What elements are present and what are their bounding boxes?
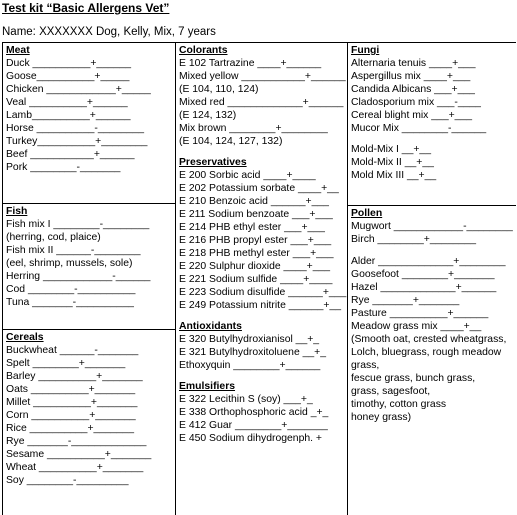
list-item: Beef ___________+______ [6, 149, 135, 160]
meat-header: Meat [6, 45, 30, 56]
list-item: Millet __________+_______ [6, 397, 138, 408]
pollen-header: Pollen [351, 208, 383, 219]
list-item: Barley __________+_______ [6, 371, 143, 382]
list-item: Horse __________-________ [6, 123, 145, 134]
list-item: Mixed yellow ___________+______ [179, 71, 346, 82]
list-item: Alder _____________+________ [351, 256, 506, 267]
list-item: Buckwheat ______-_______ [6, 345, 139, 356]
list-item: timothy, cotton grass [351, 399, 447, 410]
list-item: Mucor Mix ________-______ [351, 123, 487, 134]
list-item: E 320 Butylhydroxianisol __+_ [179, 334, 320, 345]
list-item: E 450 Sodium dihydrogenph. + [179, 433, 322, 444]
list-item: Alternaria tenuis ____+___ [351, 58, 476, 69]
list-item: Aspergillus mix ____+___ [351, 71, 471, 82]
antioxidants-header: Antioxidants [179, 321, 242, 332]
list-item: Herring ____________-______ [6, 271, 151, 282]
list-item: (herring, cod, plaice) [6, 232, 101, 243]
list-item: Ethoxyquin ________+______ [179, 360, 321, 371]
list-item: Birch ________+________ [351, 234, 477, 245]
fungi-section [351, 44, 486, 182]
list-item: Goosefoot ________+_______ [351, 269, 495, 280]
fish-section [6, 205, 150, 309]
section-divider [3, 203, 175, 204]
patient-info: Name: XXXXXXX Dog, Kelly, Mix, 7 years [2, 26, 216, 38]
list-item: Fish mix I ________-________ [6, 219, 150, 230]
list-item: Rice __________+_______ [6, 423, 134, 434]
list-item: Sesame __________+_______ [6, 449, 152, 460]
list-item [351, 246, 513, 255]
list-item: Duck __________+______ [6, 58, 132, 69]
list-item: grass, sagesfoot, [351, 386, 431, 397]
list-item: E 223 Sodium disulfide ______+___ [179, 287, 347, 298]
list-item: E 216 PHB propyl ester ___+___ [179, 235, 332, 246]
list-item: Chicken ____________+_____ [6, 84, 151, 95]
list-item: (E 104, 124, 127, 132) [179, 136, 283, 147]
list-item: Fish mix II ______-________ [6, 245, 141, 256]
list-item: E 218 PHB methyl ester ___+___ [179, 248, 334, 259]
list-item: E 322 Lecithin S (soy) ___+_ [179, 394, 313, 405]
allergen-table [2, 42, 516, 515]
list-item: Mugwort ____________-________ [351, 221, 513, 232]
middle-column [179, 44, 346, 445]
list-item: (Smooth oat, crested wheatgrass, [351, 334, 507, 345]
cereals-header: Cereals [6, 332, 44, 343]
list-item: Lamb__________+______ [6, 110, 131, 121]
list-item: (E 124, 132) [179, 110, 237, 121]
list-item: Mixed red _____________+______ [179, 97, 344, 108]
list-item: Veal __________+______ [6, 97, 128, 108]
list-item: Cereal blight mix ___+___ [351, 110, 473, 121]
section-divider [347, 205, 516, 206]
list-item: Candida Albicans ___+___ [351, 84, 475, 95]
list-item: Rye _______+_______ [351, 295, 460, 306]
column-divider [347, 43, 348, 515]
list-item: Cladosporium mix ___-____ [351, 97, 481, 108]
list-item: Mold-Mix I __+__ [351, 144, 431, 155]
meat-section [6, 44, 151, 174]
list-item: Hazel _____________+______ [351, 282, 497, 293]
emulsifiers-header: Emulsifiers [179, 381, 236, 392]
column-divider [175, 43, 176, 515]
list-item: E 211 Sodium benzoate ___+___ [179, 209, 333, 220]
list-item: grass, [351, 360, 380, 371]
list-item: (eel, shrimp, mussels, sole) [6, 258, 133, 269]
list-item: Tuna _______-__________ [6, 297, 134, 308]
list-item: E 210 Benzoic acid ______+___ [179, 196, 329, 207]
list-item: Soy ________-_________ [6, 475, 129, 486]
list-item: Mold-Mix II __+__ [351, 157, 434, 168]
list-item: Corn __________+_______ [6, 410, 136, 421]
list-item: Spelt ________+_______ [6, 358, 126, 369]
list-item: Cod ________-__________ [6, 284, 136, 295]
list-item: Pasture __________+______ [351, 308, 489, 319]
list-item: E 220 Sulphur dioxide ____+___ [179, 261, 331, 272]
list-item: honey grass) [351, 412, 412, 423]
list-item: E 321 Butylhydroxitoluene __+_ [179, 347, 327, 358]
list-item: Goose__________+_____ [6, 71, 130, 82]
list-item: Rye _______-_____________ [6, 436, 147, 447]
list-item: (E 104, 110, 124) [179, 84, 259, 95]
list-item: Wheat __________+_______ [6, 462, 144, 473]
list-item: E 221 Sodium sulfide ____+____ [179, 274, 333, 285]
list-item: Pork ________-_______ [6, 162, 121, 173]
list-item: E 202 Potassium sorbate ____+__ [179, 183, 339, 194]
list-item: E 102 Tartrazine ____+______ [179, 58, 322, 69]
list-item: Turkey__________+________ [6, 136, 148, 147]
fungi-header: Fungi [351, 45, 380, 56]
preservatives-header: Preservatives [179, 157, 247, 168]
list-item: Meadow grass mix ____+__ [351, 321, 482, 332]
page-title: Test kit “Basic Allergens Vet” [2, 1, 170, 15]
fish-header: Fish [6, 206, 28, 217]
section-divider [3, 329, 175, 330]
cereals-section [6, 331, 151, 487]
pollen-section [351, 207, 513, 424]
colorants-header: Colorants [179, 45, 228, 56]
list-item: E 214 PHB ethyl ester ___+___ [179, 222, 325, 233]
list-item: E 200 Sorbic acid ____+____ [179, 170, 316, 181]
list-item: fescue grass, bunch grass, [351, 373, 476, 384]
list-item: Mold Mix III __+__ [351, 170, 437, 181]
list-item: Oats __________+_______ [6, 384, 136, 395]
list-item: E 338 Orthophosphoric acid _+_ [179, 407, 329, 418]
list-item: E 412 Guar ________+_______ [179, 420, 328, 431]
list-item: E 249 Potassium nitrite ______+__ [179, 300, 342, 311]
list-item: Mix brown ________+________ [179, 123, 328, 134]
list-item: Lolch, bluegrass, rough meadow [351, 347, 502, 358]
